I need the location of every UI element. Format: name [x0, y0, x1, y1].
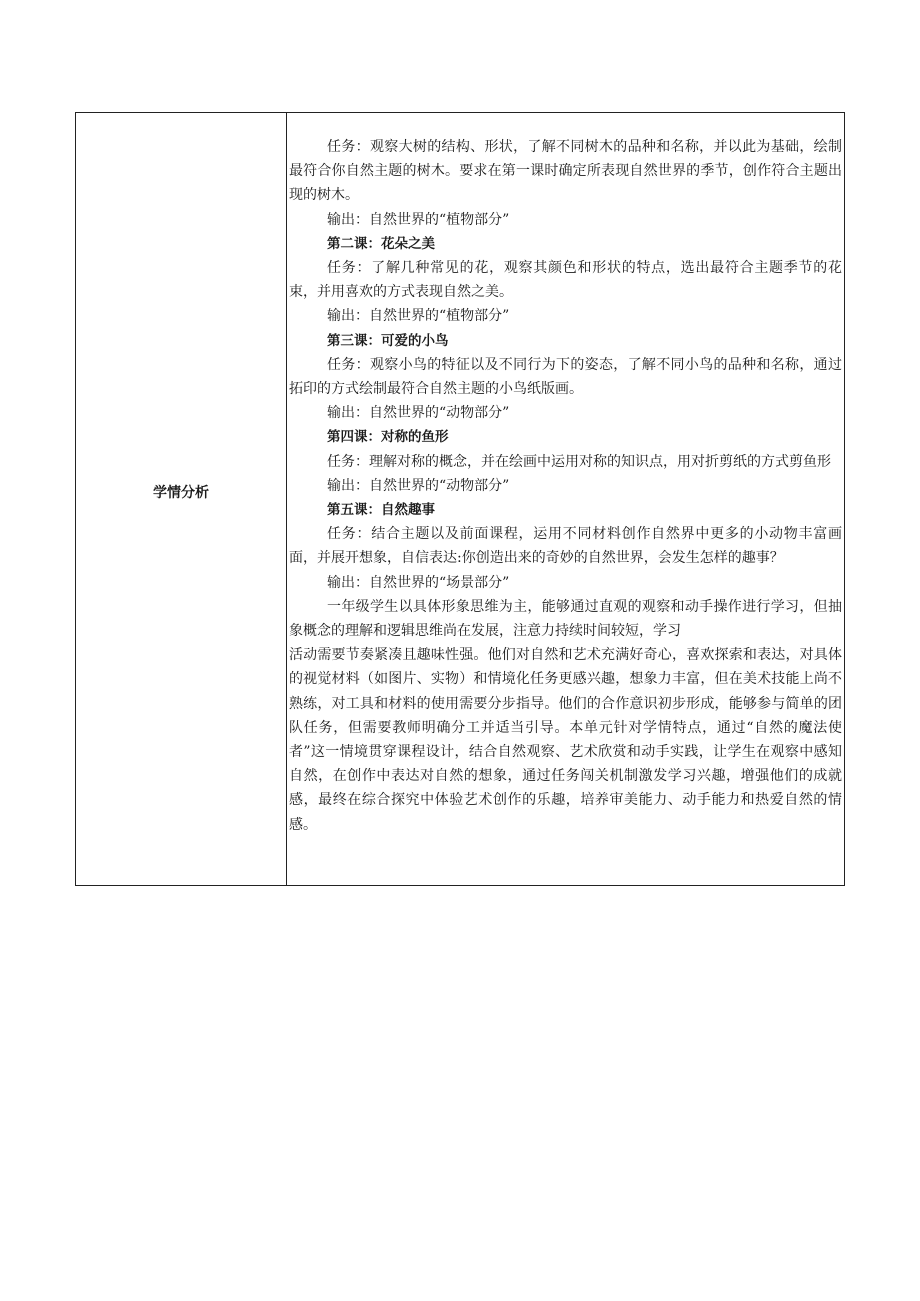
lesson-2-task: 任务：了解几种常见的花，观察其颜色和形状的特点，选出最符合主题季节的花束，并用喜欢的方式表现自然之美。 [289, 260, 842, 301]
lesson-3-task: 任务：观察小鸟的特征以及不同行为下的姿态，了解不同小鸟的品种和名称，通过拓印的方式绘制最符合自然主题的小鸟纸版画。 [289, 356, 842, 398]
lesson-5-task: 任务：结合主题以及前面课程，运用不同材料创作自然界中更多的小动物丰富画面，并展开想象，自信表达:你创造出来的奇妙的自然世界，会发生怎样的趣事？ [289, 526, 842, 567]
student-analysis-intro: 一年级学生以具体形象思维为主，能够通过直观的观察和动手操作进行学习，但抽象概念的理解和逻辑思维尚在发展，注意力持续时间较短，学习 [289, 598, 842, 640]
row-label: 学情分析 [153, 485, 209, 501]
lesson-4-task: 任务：理解对称的概念，并在绘画中运用对称的知识点，用对折剪纸的方式剪鱼形 [327, 453, 831, 470]
lesson-5-output: 输出：自然世界的“场景部分” [327, 574, 510, 591]
lesson-1-output: 输出：自然世界的“植物部分” [327, 211, 510, 228]
lesson-3-heading: 第三课：可爱的小鸟 [327, 332, 449, 349]
lesson-4-output: 输出：自然世界的“动物部分” [327, 477, 510, 494]
lesson-plan-table [75, 112, 845, 886]
content-cell [287, 113, 844, 885]
student-analysis-body: 活动需要节奏紧凑且趣味性强。他们对自然和艺术充满好奇心，喜欢探索和表达，对具体的视觉材料（如图片、实物）和情境化任务更感兴趣，想象力丰富，但在美术技能上尚不熟练，对工具和材料的使用需要分步指导。他们的合作意识初步形成，能够参与简单的团队任务，但需要教师明确分工并适当引导。本单元针对学情特点，通过“自然的魔法使者”这一情境贯穿课程设计，结合自然观察、艺术欣赏和动手实践，让学生在观察中感知自然，在创作中表达对自然的想象，通过任务闯关机制激发学习兴趣，增强他们的成就感，最终在综合探究中体验艺术创作的乐趣，培养审美能力、动手能力和热爱自然的情感。 [289, 647, 842, 833]
row-label-cell [76, 113, 287, 885]
lesson-1-task: 任务：观察大树的结构、形状，了解不同树木的品种和名称，并以此为基础，绘制最符合你自然主题的树木。要求在第一课时确定所表现自然世界的季节，创作符合主题出现的树木。 [289, 139, 842, 204]
lesson-2-heading: 第二课：花朵之美 [327, 235, 435, 252]
lesson-4-heading: 第四课：对称的鱼形 [327, 429, 449, 446]
lesson-5-heading: 第五课：自然趣事 [327, 502, 435, 519]
lesson-3-output: 输出：自然世界的“动物部分” [327, 405, 510, 422]
lesson-2-output: 输出：自然世界的“植物部分” [327, 308, 510, 325]
